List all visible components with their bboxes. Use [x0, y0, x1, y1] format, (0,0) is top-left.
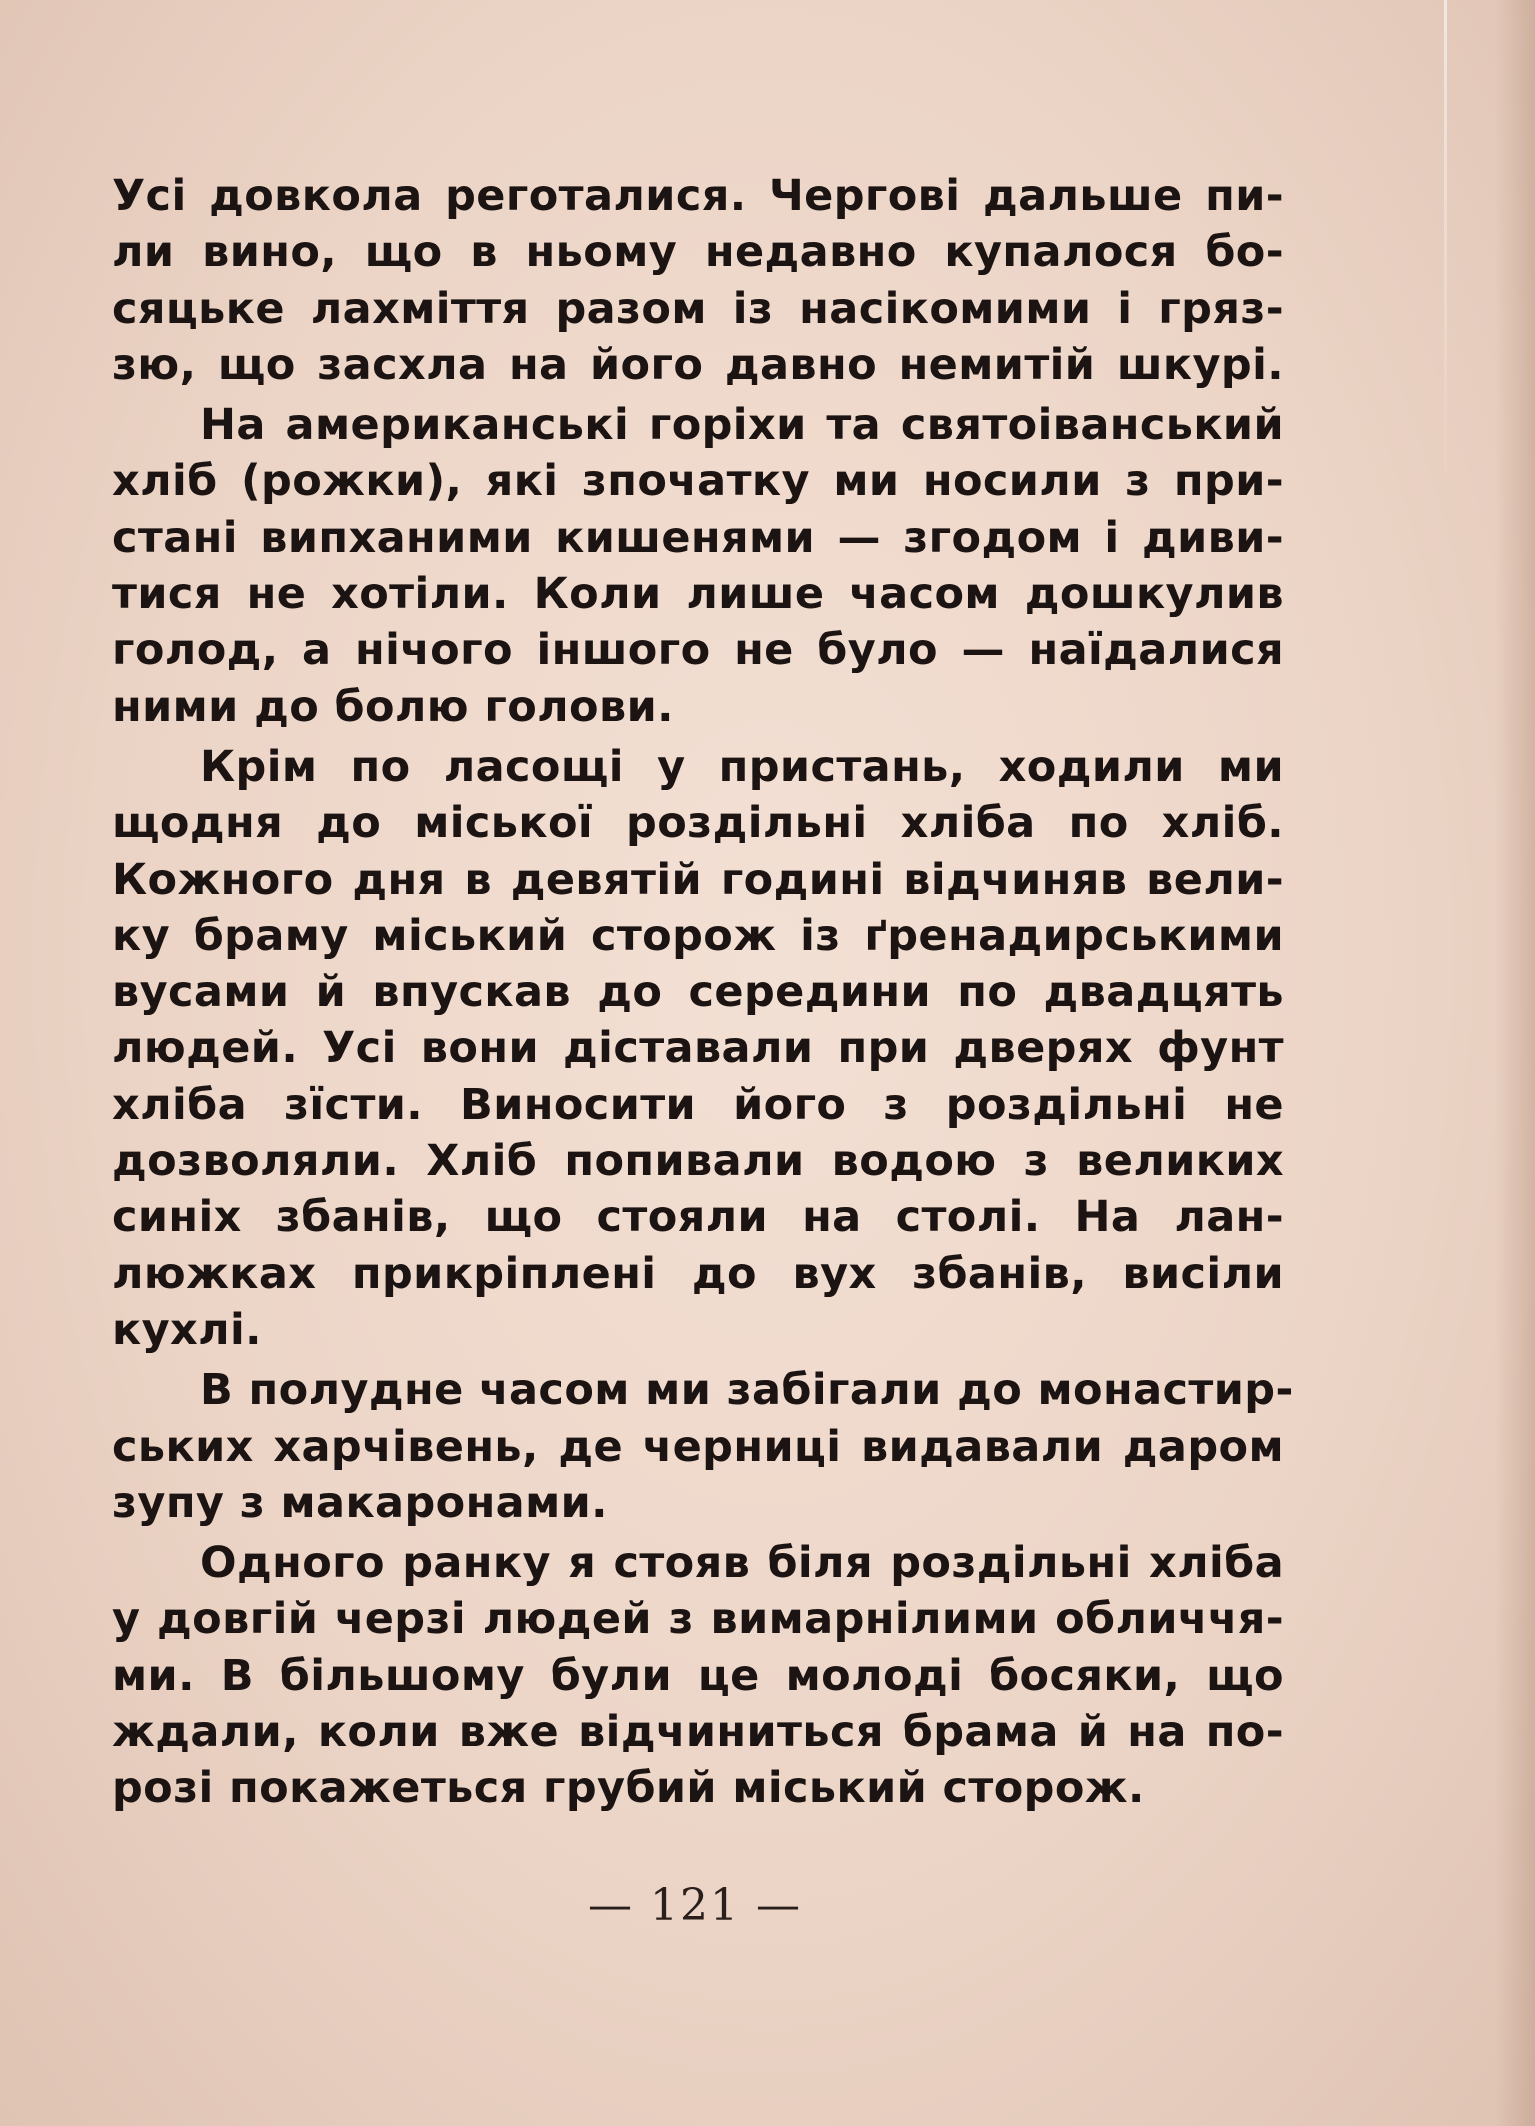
text-line: люжках прикріплені до вух збанів, висіли — [112, 1248, 1284, 1299]
text-line: Усі довкола реготалися. Чергові дальше пи- — [112, 171, 1284, 221]
text-line: дозволяли. Хліб попивали водою з великих — [112, 1136, 1284, 1187]
text-line: ку браму міський сторож із ґренадирськими — [112, 910, 1284, 961]
page-number: — 121 — — [588, 1880, 802, 1931]
text-line: хліб (рожки), які зпочатку ми носили з при- — [112, 456, 1284, 507]
text-line: ждали, коли вже відчиниться брама й на по- — [112, 1707, 1284, 1758]
page-crease — [1444, 0, 1447, 500]
text-line: В полудне часом ми забігали до монастир- — [200, 1365, 1294, 1416]
text-line: кухлі. — [112, 1304, 262, 1355]
text-line: стані випханими кишенями — згодом і диви- — [112, 512, 1284, 563]
text-line: ських харчівень, де черниці видавали даром — [112, 1421, 1284, 1472]
text-line: розі покажеться грубий міський сторож. — [112, 1763, 1145, 1814]
text-line: вусами й впускав до середини по двадцять — [112, 967, 1284, 1018]
body-text — [112, 168, 1294, 1817]
text-line: зупу з макаронами. — [112, 1477, 608, 1528]
text-line: Кожного дня в девятій годині відчиняв вели- — [112, 854, 1284, 905]
text-line: ними до болю голови. — [112, 681, 674, 732]
text-line: сяцьке лахміття разом із насікомими і гряз- — [112, 283, 1284, 334]
text-line: тися не хотіли. Коли лише часом дошкулив — [112, 569, 1284, 620]
text-line: синіх збанів, що стояли на столі. На лан- — [112, 1192, 1284, 1243]
page-edge-shadow — [1495, 0, 1535, 2126]
text-line: Одного ранку я стояв біля роздільні хліба — [200, 1538, 1284, 1589]
text-line: Крім по ласощі у пристань, ходили ми — [200, 741, 1284, 792]
text-line: людей. Усі вони діставали при дверях фунт — [112, 1023, 1284, 1074]
text-line: ми. В більшому були це молоді босяки, що — [112, 1650, 1284, 1701]
text-line: На американські горіхи та святоіванський — [200, 400, 1284, 451]
text-line: щодня до міської роздільні хліба по хліб. — [112, 798, 1284, 849]
text-line: зю, що засхла на його давно немитій шкурі. — [112, 339, 1284, 390]
text-line: голод, а нічого іншого не було — наїдалися — [112, 625, 1284, 676]
text-line: хліба зїсти. Виносити його з роздільні не — [112, 1079, 1284, 1130]
text-line: у довгій черзі людей з вимарнілими обличчя- — [112, 1594, 1284, 1645]
text-line: ли вино, що в ньому недавно купалося бо- — [112, 227, 1284, 278]
